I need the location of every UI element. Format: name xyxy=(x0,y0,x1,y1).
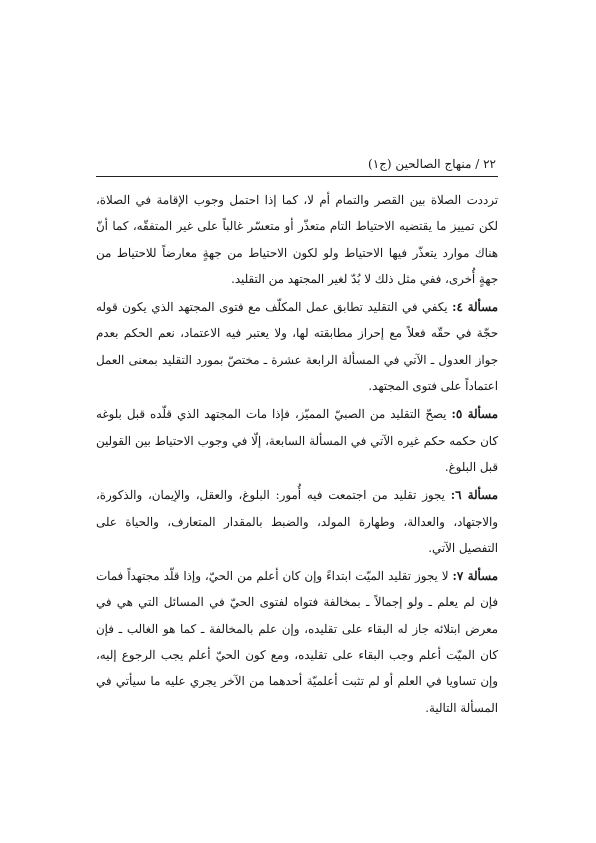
paragraph-masala-6 xyxy=(96,482,498,561)
page-body xyxy=(96,187,498,723)
paragraph-text: يجوز تقليد من اجتمعت فيه أُمور: البلوغ، والعقل، والإيمان، والذكورة، والاجتهاد، والعدالة، وطهارة المولد، والضبط بالمقدار المتعارف، والحياة على التفصيل الآتي. xyxy=(96,488,498,555)
paragraph-masala-7 xyxy=(96,563,498,721)
masala-label: مسألة ٥: xyxy=(451,407,498,422)
paragraph-masala-5 xyxy=(96,401,498,480)
masala-label: مسألة ٧: xyxy=(452,569,498,584)
paragraph-text: يصحّ التقليد من الصبيّ المميّز، فإذا مات المجتهد الذي قلّده قبل بلوغه كان حكمه حكم غيره الآتي في المسألة السابعة، إلّا في وجوب الاحتياط بين القولين قبل البلوغ. xyxy=(96,407,498,474)
header-title: ٢٢ / منهاج الصالحين (ج١) xyxy=(368,157,496,171)
paragraph-masala-4 xyxy=(96,294,498,399)
paragraph-text: ترددت الصلاة بين القصر والتمام أم لا، كما إذا احتمل وجوب الإقامة في الصلاة، لكن تمييز ما يقتضيه الاحتياط التام متعذّر أو متعسّر غالباً على غير المتفقّه، كما أنّ هناك موارد يتعذّر فيها الاحتياط ولو لكون الاحتياط من جهةٍ معارضاً للاحتياط من جهةٍ أُخرى، ففي مثل ذلك لا بُدّ لغير المجتهد من التقليد. xyxy=(96,193,498,286)
masala-label: مسألة ٦: xyxy=(450,488,498,503)
masala-label: مسألة ٤: xyxy=(452,300,498,315)
paragraph-intro xyxy=(96,187,498,292)
paragraph-text: لا يجوز تقليد الميّت ابتداءً وإن كان أعلم من الحيّ، وإذا قلّد مجتهداً فمات فإن لم يعلم ـ ولو إجمالاً ـ بمخالفة فتواه لفتوى الحيّ في المسائل التي هي في معرض ابتلائه جاز له البقاء على تقليده، وإن علم بالمخالفة ـ كما هو الغالب ـ فإن كان الميّت أعلم وجب البقاء على تقليده، ومع كون الحيّ أعلم يجب الرجوع إليه، وإن تساويا في العلم أو لم تثبت أعلميّة أحدهما من الآخر يجري عليه ما سيأتي في المسألة التالية. xyxy=(96,569,498,715)
paragraph-text: يكفي في التقليد تطابق عمل المكلّف مع فتوى المجتهد الذي يكون قوله حجّة في حقّه فعلاً مع إحراز مطابقته لها، ولا يعتبر فيه الاعتماد، نعم الحكم بعدم جواز العدول ـ الآتي في المسألة الرابعة عشرة ـ مختصّ بمورد التقليد بمعنى العمل اعتماداً على فتوى المجتهد. xyxy=(96,300,498,394)
running-header xyxy=(96,152,498,177)
